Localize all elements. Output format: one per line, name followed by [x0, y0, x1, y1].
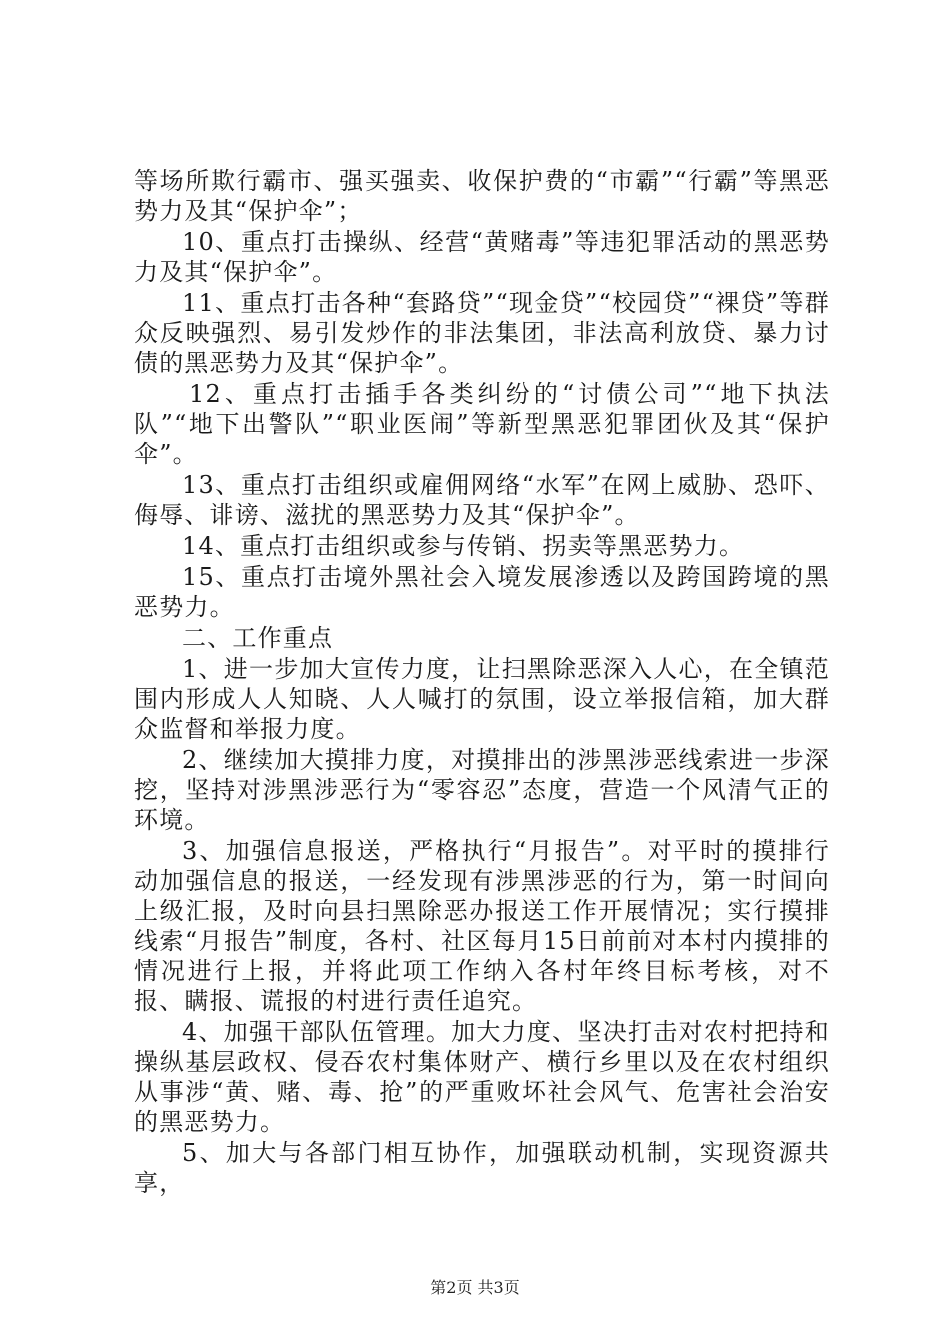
- paragraph-item-15: 15、重点打击境外黑社会入境发展渗透以及跨国跨境的黑恶势力。: [134, 563, 830, 621]
- paragraph-point-5: 5、加大与各部门相互协作，加强联动机制，实现资源共享，: [134, 1139, 830, 1197]
- paragraph-point-2: 2、继续加大摸排力度，对摸排出的涉黑涉恶线索进一步深挖，坚持对涉黑涉恶行为“零容忍”态度，营造一个风清气正的环境。: [134, 746, 830, 834]
- document-body: [134, 166, 830, 1199]
- paragraph-point-3: 3、加强信息报送，严格执行“月报告”。对平时的摸排行动加强信息的报送，一经发现有涉黑涉恶的行为，第一时间向上级汇报，及时向县扫黑除恶办报送工作开展情况；实行摸排线索“月报告”制度，各村、社区每月15日前前对本村内摸排的情况进行上报，并将此项工作纳入各村年终目标考核，对不报、瞒报、谎报的村进行责任追究。: [134, 837, 830, 1015]
- paragraph-point-4: 4、加强干部队伍管理。加大力度、坚决打击对农村把持和操纵基层政权、侵吞农村集体财产、横行乡里以及在农村组织从事涉“黄、赌、毒、抢”的严重败坏社会风气、危害社会治安的黑恶势力。: [134, 1018, 830, 1136]
- page-footer: 第2页 共3页: [430, 1278, 520, 1297]
- paragraph-item-11: 11、重点打击各种“套路贷”“现金贷”“校园贷”“裸贷”等群众反映强烈、易引发炒作的非法集团，非法高利放贷、暴力讨债的黑恶势力及其“保护伞”。: [134, 289, 830, 377]
- paragraph-item-14: 14、重点打击组织或参与传销、拐卖等黑恶势力。: [182, 532, 745, 560]
- paragraph-point-1: 1、进一步加大宣传力度，让扫黑除恶深入人心，在全镇范围内形成人人知晓、人人喊打的氛围，设立举报信箱，加大群众监督和举报力度。: [134, 655, 830, 743]
- paragraph-item-12: 12、重点打击插手各类纠纷的“讨债公司”“地下执法队”“地下出警队”“职业医闹”等新型黑恶犯罪团伙及其“保护伞”。: [134, 380, 830, 468]
- paragraph-item-13: 13、重点打击组织或雇佣网络“水军”在网上威胁、恐吓、侮辱、诽谤、滋扰的黑恶势力及其“保护伞”。: [134, 471, 830, 529]
- section-heading: 二、工作重点: [182, 624, 334, 652]
- paragraph-continuation: 等场所欺行霸市、强买强卖、收保护费的“市霸”“行霸”等黑恶势力及其“保护伞”；: [134, 167, 830, 225]
- paragraph-item-10: 10、重点打击操纵、经营“黄赌毒”等违犯罪活动的黑恶势力及其“保护伞”。: [134, 228, 830, 286]
